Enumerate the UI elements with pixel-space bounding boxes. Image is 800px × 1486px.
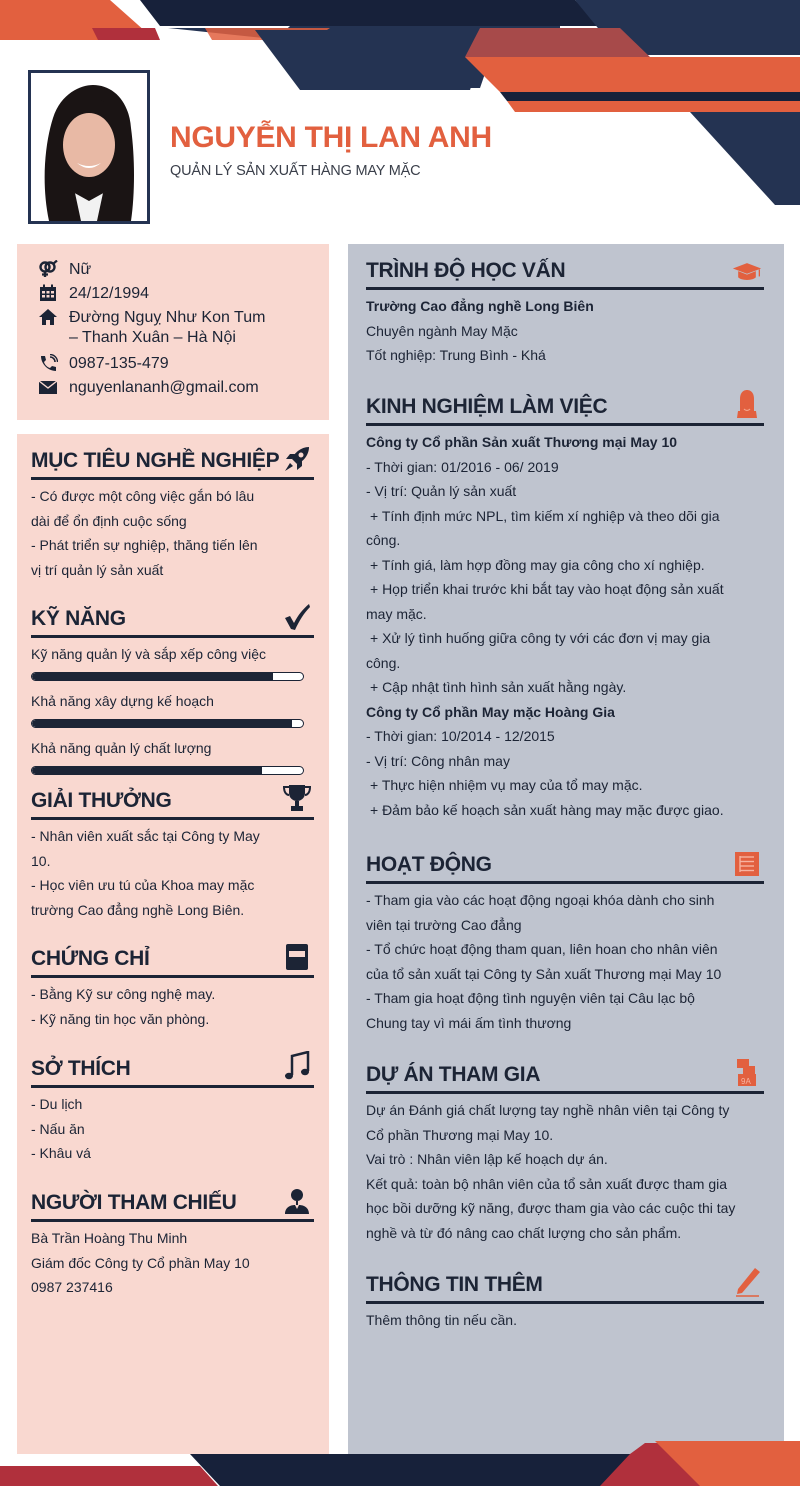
envelope-icon — [37, 378, 59, 396]
contact-box — [17, 244, 329, 420]
rocket-icon — [282, 443, 312, 473]
skill-progress-fill — [32, 767, 262, 774]
text-line: Thêm thông tin nếu cần. — [366, 1312, 517, 1328]
section-title: KINH NGHIỆM LÀM VIỆC — [366, 395, 608, 418]
checkmark-icon — [282, 601, 312, 631]
candidate-name: NGUYỄN THỊ LAN ANH — [170, 121, 492, 154]
text-line: Giám đốc Công ty Cổ phần May 10 — [31, 1254, 250, 1271]
graduation-cap-icon — [732, 253, 762, 283]
skill-progress-fill — [32, 720, 292, 727]
left-column — [17, 434, 329, 1454]
text-line: Vai trò : Nhân viên lập kế hoạch dự án. — [366, 1151, 608, 1167]
text-line: - Kỹ năng tin học văn phòng. — [31, 1010, 210, 1027]
section-more-info — [366, 1268, 764, 1333]
text-line: Bà Trần Hoàng Thu Minh — [31, 1230, 188, 1246]
footer-decoration — [0, 1440, 800, 1486]
school-name: Trường Cao đẳng nghề Long Biên — [366, 298, 594, 314]
section-header — [366, 1058, 764, 1094]
pencil-icon — [732, 1267, 762, 1297]
text-line: - Tham gia vào các hoạt động ngoại khóa dành cho sinh — [366, 892, 715, 908]
section-header — [31, 784, 314, 820]
calendar-icon — [37, 284, 59, 302]
section-header — [31, 1052, 314, 1088]
text-line: vị trí quản lý sản xuất — [31, 561, 164, 578]
section-objective — [31, 444, 314, 582]
contact-gender — [37, 260, 91, 280]
trophy-icon — [282, 783, 312, 813]
text-line: + Đảm bảo kế hoạch sản xuất hàng may mặc được giao. — [370, 801, 724, 818]
text-line: - Tham gia hoạt động tình nguyện viên tại Câu lạc bộ — [366, 990, 695, 1006]
section-title: NGƯỜI THAM CHIẾU — [31, 1191, 237, 1214]
contact-dob — [37, 284, 149, 304]
text-line: - Bằng Kỹ sư công nghệ may. — [31, 986, 216, 1002]
section-awards — [31, 784, 314, 922]
section-title: DỰ ÁN THAM GIA — [366, 1063, 541, 1086]
text-line: viên tại trường Cao đẳng — [366, 916, 522, 933]
contact-address — [37, 308, 265, 348]
section-header — [366, 254, 764, 290]
project-icon — [732, 1057, 762, 1087]
section-experience — [366, 390, 764, 822]
education-text — [366, 294, 764, 368]
right-column — [348, 244, 784, 1454]
skill-item — [31, 691, 314, 728]
text-line: + Tính định mức NPL, tìm kiếm xí nghiệp và theo dõi gia — [370, 507, 720, 524]
text-line: của tổ sản xuất tại Công ty Sản xuất Thương mại May 10 — [366, 965, 722, 982]
contact-email — [37, 378, 259, 398]
section-header — [366, 390, 764, 426]
company-name: Công ty Cổ phần May mặc Hoàng Gia — [366, 703, 615, 720]
section-projects — [366, 1058, 764, 1245]
phone-icon — [37, 354, 59, 372]
svg-text:9A: 9A — [741, 1077, 751, 1086]
skill-item — [31, 738, 314, 775]
skill-label: Khả năng quản lý chất lượng — [31, 740, 212, 756]
section-title: TRÌNH ĐỘ HỌC VẤN — [366, 259, 566, 282]
section-title: HOẠT ĐỘNG — [366, 853, 492, 876]
text-line: may mặc. — [366, 605, 427, 622]
text-line: - Thời gian: 01/2016 - 06/ 2019 — [366, 458, 559, 475]
text-line: - Nấu ăn — [31, 1120, 85, 1137]
section-certificates — [31, 942, 314, 1031]
text-line: - Có được một công việc gắn bó lâu — [31, 488, 255, 504]
text-line: công. — [366, 654, 401, 671]
activities-text — [366, 888, 764, 1035]
section-title: GIẢI THƯỞNG — [31, 789, 172, 812]
experience-text — [366, 430, 764, 822]
certificate-icon — [282, 941, 312, 971]
text-line: Dự án Đánh giá chất lượng tay nghề nhân viên tại Công ty — [366, 1102, 730, 1118]
text-line: + Họp triển khai trước khi bắt tay vào hoạt động sản xuất — [370, 581, 724, 597]
text-line: công. — [366, 532, 401, 548]
home-icon — [37, 308, 59, 326]
projects-text — [366, 1098, 764, 1245]
section-header — [366, 1268, 764, 1304]
section-title: KỸ NĂNG — [31, 607, 126, 630]
text-line: - Tổ chức hoạt động tham quan, liên hoan cho nhân viên — [366, 941, 718, 957]
section-title: THÔNG TIN THÊM — [366, 1273, 543, 1296]
text-line: - Học viên ưu tú của Khoa may mặc — [31, 877, 255, 893]
text-line: học bồi dưỡng kỹ năng, được tham gia vào các cuộc thi tay — [366, 1200, 736, 1216]
section-header — [366, 848, 764, 884]
text-line: Chuyên ngành May Mặc — [366, 322, 518, 339]
job-title: QUẢN LÝ SẢN XUẤT HÀNG MAY MẶC — [170, 163, 421, 179]
objective-text — [31, 484, 314, 582]
text-line: - Vị trí: Công nhân may — [366, 752, 510, 769]
address-line-2: – Thanh Xuân – Hà Nội — [69, 329, 236, 346]
section-title: MỤC TIÊU NGHỀ NGHIỆP — [31, 449, 280, 472]
skill-label: Kỹ năng quản lý và sắp xếp công việc — [31, 646, 267, 662]
worker-icon — [732, 389, 762, 419]
text-line: 10. — [31, 852, 51, 869]
text-line: - Nhân viên xuất sắc tại Công ty May — [31, 828, 260, 844]
text-line: nghề và từ đó nâng cao chất lượng cho sản phẩm. — [366, 1224, 682, 1241]
awards-text — [31, 824, 314, 922]
skill-label: Khả năng xây dựng kế hoạch — [31, 693, 214, 709]
text-line: + Thực hiện nhiệm vụ may của tổ may mặc. — [370, 777, 643, 793]
section-header — [31, 444, 314, 480]
list-icon — [732, 847, 762, 877]
section-header — [31, 1186, 314, 1222]
section-title: CHỨNG CHỈ — [31, 947, 150, 970]
text-line: Kết quả: toàn bộ nhân viên của tổ sản xuất được tham gia — [366, 1175, 728, 1192]
gender-value: Nữ — [69, 261, 92, 278]
music-note-icon — [282, 1051, 312, 1081]
text-line: - Phát triển sự nghiệp, thăng tiến lên — [31, 537, 258, 553]
section-header — [31, 602, 314, 638]
text-line: - Du lịch — [31, 1096, 83, 1112]
text-line: trường Cao đẳng nghề Long Biên. — [31, 901, 245, 918]
text-line: Cổ phần Thương mại May 10. — [366, 1126, 554, 1143]
text-line: Tốt nghiệp: Trung Bình - Khá — [366, 347, 546, 363]
address-line-1: Đường Nguỵ Như Kon Tum — [69, 309, 266, 326]
text-line: - Thời gian: 10/2014 - 12/2015 — [366, 728, 555, 744]
skill-progress-fill — [32, 673, 273, 680]
company-name: Công ty Cổ phần Sản xuất Thương mại May 10 — [366, 434, 678, 450]
text-line: Chung tay vì mái ấm tình thương — [366, 1014, 572, 1031]
section-hobbies — [31, 1052, 314, 1166]
section-skills — [31, 602, 314, 775]
references-text — [31, 1226, 314, 1300]
skill-progress-bar — [31, 719, 304, 728]
text-line: 0987 237416 — [31, 1279, 113, 1295]
section-activities — [366, 848, 764, 1035]
text-line: - Khâu vá — [31, 1145, 91, 1161]
section-title: SỞ THÍCH — [31, 1057, 131, 1080]
skill-progress-bar — [31, 672, 304, 681]
text-line: + Xử lý tình huống giữa công ty với các đơn vị may gia — [370, 630, 711, 646]
phone-value: 0987-135-479 — [69, 355, 169, 372]
portrait-image — [31, 73, 147, 221]
skill-progress-bar — [31, 766, 304, 775]
hobbies-text — [31, 1092, 314, 1166]
skill-item — [31, 644, 314, 681]
email-value: nguyenlananh@gmail.com — [69, 379, 259, 396]
dob-value: 24/12/1994 — [69, 285, 150, 302]
text-line: dài để ổn định cuộc sống — [31, 512, 187, 529]
person-icon — [282, 1185, 312, 1215]
profile-photo — [28, 70, 150, 224]
more-info-text — [366, 1308, 764, 1333]
text-line: + Cập nhật tình hình sản xuất hằng ngày. — [370, 679, 627, 695]
certificates-text — [31, 982, 314, 1031]
gender-icon — [37, 260, 59, 278]
contact-phone — [37, 354, 169, 374]
text-line: - Vị trí: Quản lý sản xuất — [366, 483, 517, 499]
section-header — [31, 942, 314, 978]
section-references — [31, 1186, 314, 1300]
section-education — [366, 254, 764, 368]
text-line: + Tính giá, làm hợp đồng may gia công cho xí nghiệp. — [370, 556, 705, 573]
